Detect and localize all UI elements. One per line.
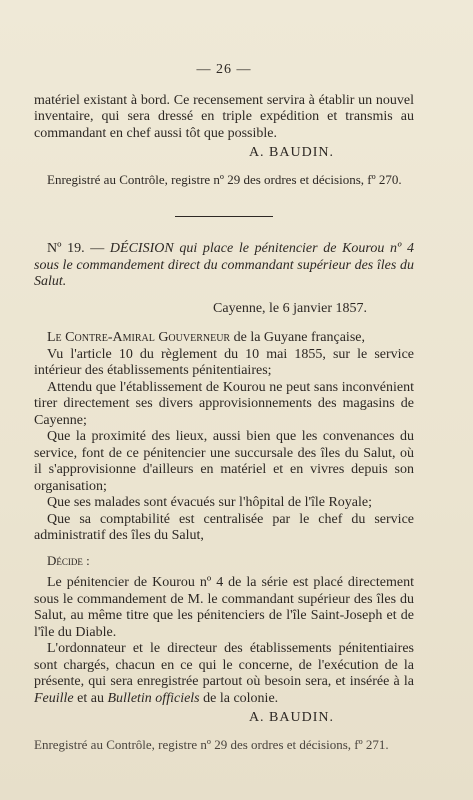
issuing-authority: Le Contre-Amiral Gouverneur bbox=[47, 330, 231, 345]
consideration-paragraph: Que la proximité des lieux, aussi bien que les convenances du service, font de ce pénitencier une succursale des îles du Salut, où il s'approvisionne d'ailleurs en matériel et en vivres depuis son organisation; bbox=[34, 429, 414, 494]
article-2-part3: de la colonie. bbox=[199, 690, 279, 706]
feuille-title: Feuille bbox=[34, 690, 74, 706]
article-2 bbox=[34, 641, 414, 707]
registry-note-1: Enregistré au Contrôle, registre nº 29 des ordres et décisions, fº 270. bbox=[47, 171, 402, 187]
article-1: Le pénitencier de Kourou nº 4 de la série est placé directement sous le commandement de M. le commandant supérieur des îles du Salut, au même titre que les pénitenciers de l'île Saint-Joseph et de l'île du Diable. bbox=[34, 575, 414, 640]
section-divider bbox=[175, 216, 273, 217]
consideration-paragraph: Vu l'article 10 du règlement du 10 mai 1855, sur le service intérieur des établissements pénitentiaires; bbox=[34, 346, 414, 378]
dateline: Cayenne, le 6 janvier 1857. bbox=[213, 300, 367, 316]
signature-2: A. BAUDIN. bbox=[248, 710, 334, 725]
document-body bbox=[34, 62, 414, 753]
article-2-part1: L'ordonnateur et le directeur des établissements pénitentiaires sont chargés, chacun en ce qui le concerne, de l'exécution de la présente, qui sera enregistrée partout où besoin sera, et insérée à la bbox=[34, 641, 414, 689]
consideration-paragraph: Que ses malades sont évacués sur l'hôpital de l'île Royale; bbox=[47, 495, 373, 510]
intro-rest: de la Guyane française, bbox=[230, 330, 365, 345]
registry-note-2: Enregistré au Contrôle, registre nº 29 des ordres et décisions, fº 271. bbox=[34, 736, 389, 752]
decision-heading bbox=[34, 241, 414, 291]
signature-1: A. BAUDIN. bbox=[248, 145, 334, 160]
decision-title: DÉCISION qui place le pénitencier de Kourou nº 4 sous le commandement direct du commandant supérieur des îles du Salut. bbox=[34, 241, 415, 289]
intro-line bbox=[34, 330, 414, 347]
page-number: — 26 — bbox=[196, 62, 252, 77]
decision-number: Nº 19. — bbox=[47, 241, 105, 256]
decide-label: Décide : bbox=[47, 552, 90, 568]
consideration-paragraph: Que sa comptabilité est centralisée par le chef du service administratif des îles du Salut, bbox=[34, 511, 414, 543]
bulletin-title: Bulletin officiels bbox=[107, 690, 200, 706]
consideration-paragraph: Attendu que l'établissement de Kourou ne peut sans inconvénient tirer directement ses divers approvisionnements des magasins de Cayenne; bbox=[34, 379, 414, 428]
first-paragraph: matériel existant à bord. Ce recensement servira à établir un nouvel inventaire, qui sera dressé en triple expédition et transmis au commandant en chef aussi tôt que possible. bbox=[34, 92, 414, 141]
article-2-part2: et au bbox=[73, 690, 108, 706]
